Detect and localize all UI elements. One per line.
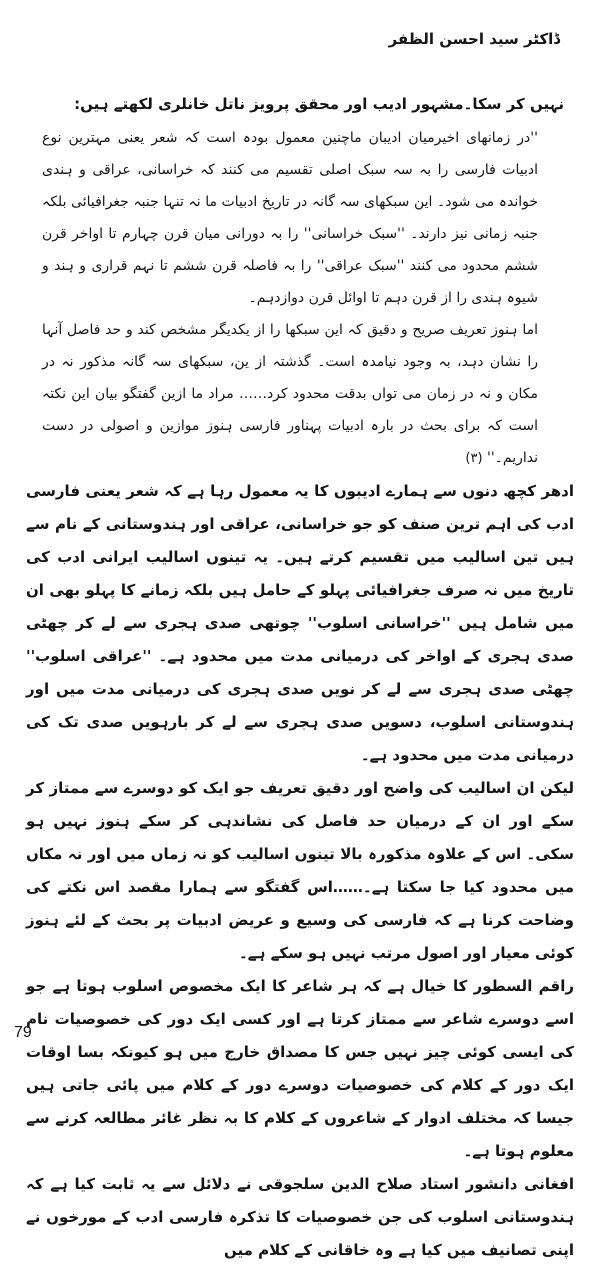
intro-line: نہیں کر سکا۔مشہور ادیب اور محقق پرویز ناتل خانلری لکھتے ہیں: xyxy=(74,95,564,113)
prose-paragraph-4: افغانی دانشور استاد صلاح الدین سلجوقی نے دلائل سے یہ ثابت کیا ہے کہ ہندوستانی اسلوب کی جن خصوصیات کا تذکرہ فارسی ادب کے مورخوں نے اپنی تصانیف میں کیا ہے وہ خاقانی کے کلام میں xyxy=(26,1175,574,1259)
quote-paragraph-1: ''در زمانھای اخیرمیان ادیبان ماچنین معمول بودہ است کہ شعر یعنی مہترین نوع ادبیات فارسی را بہ سہ سبک اصلی تقسیم می کنند کہ خراسانی، عراقی و ہندی خواندہ می شود۔ این سبکھای سہ گانہ در تاریخ ادبیات ما نہ تنہا جنبہ جغرافیائی بلکہ جنبہ زمانی نیز دارند۔ ''سبک خراسانی'' را بہ دورانی میان قرن چہارم تا اواخر قرن ششم محدود می کنند ''سبک عراقی'' را بہ فاصلہ قرن ششم تا نہم قراری و ہند و شیوہ ہندی را از قرن دہم تا اوائل قرن دوازدہم۔ xyxy=(42,130,538,306)
block-quote xyxy=(42,122,538,475)
prose-paragraph-3: راقم السطور کا خیال ہے کہ ہر شاعر کا ایک مخصوص اسلوب ہوتا ہے جو اسے دوسرے شاعر سے ممتاز کرتا ہے اور کسی ایک دور کی خصوصیات نام کی ایسی کوئی چیز نہیں جس کا مصداق خارج میں ہو کیونکہ بسا اوقات ایک دور کے کلام کی خصوصیات دوسرے دور کے کلام میں پائی جاتی ہیں جیسا کہ مختلف ادوار کے شاعروں کے کلام کا بہ نظر غائر مطالعہ کرنے سے معلوم ہوتا ہے۔ xyxy=(26,977,574,1160)
prose-section xyxy=(26,475,574,1267)
quote-paragraph-2-text: اما ہنوز تعریف صریح و دقیق کہ این سبکھا را از یکدیگر مشخص کند و حد فاصل آنہا را نشان دہد، بہ وجود نیامدہ است۔ گذشتہ از ین، سبکھای سہ گانہ مذکور نہ در مکان و نہ در زمان می تواں بدقت محدود کرد…… مراد ما ازین گفتگو بیان این نکتہ است کہ برای بحث در بارہ ادبیات پہناور فارسی ہنوز موازین و اصولی در دست نداریم۔'' xyxy=(42,322,538,466)
page-number: 79 xyxy=(14,1024,32,1041)
quote-paragraph-2 xyxy=(42,314,538,475)
footnote-marker: (۳) xyxy=(465,451,483,466)
prose-paragraph-1: ادھر کچھ دنوں سے ہمارے ادیبوں کا یہ معمول رہا ہے کہ شعر یعنی فارسی ادب کی اہم ترین صنف کو جو خراسانی، عراقی اور ہندوستانی کے نام سے ہیں تین اسالیب میں تقسیم کرتے ہیں۔ یہ تینوں اسالیب ایرانی ادب کی تاریخ میں نہ صرف جغرافیائی پہلو کے حامل ہیں بلکہ زمانے کا پہلو بھی ان میں شامل ہیں ''خراسانی اسلوب'' چوتھی صدی ہجری سے لے کر چھٹی صدی ہجری کے اواخر کی درمیانی مدت میں محدود ہے۔ ''عراقی اسلوب'' چھٹی صدی ہجری سے لے کر نویں صدی ہجری کی درمیانی مدت میں اور ہندوستانی اسلوب، دسویں صدی ہجری سے لے کر بارہویں صدی تک کی درمیانی مدت میں محدود ہے۔ xyxy=(26,482,574,764)
prose-paragraph-2: لیکن ان اسالیب کی واضح اور دقیق تعریف جو ایک کو دوسرے سے ممتاز کر سکے اور ان کے درمیان حد فاصل کی نشاندہی کر سکے ہنوز نہیں ہو سکی۔ اس کے علاوہ مذکورہ بالا تینوں اسالیب کو نہ زماں میں اور نہ مکاں میں محدود کیا جا سکتا ہے۔……اس گفتگو سے ہمارا مقصد اس نکتے کی وضاحت کرنا ہے کہ فارسی کی وسیع و عریض ادبیات پر بحث کے لئے ہنوز کوئی معیار اور اصول مرتب نہیں ہو سکے ہے۔ xyxy=(26,779,574,962)
running-header-author: ڈاکٹر سید احسن الظفر xyxy=(388,30,560,48)
body-text xyxy=(26,88,574,1267)
